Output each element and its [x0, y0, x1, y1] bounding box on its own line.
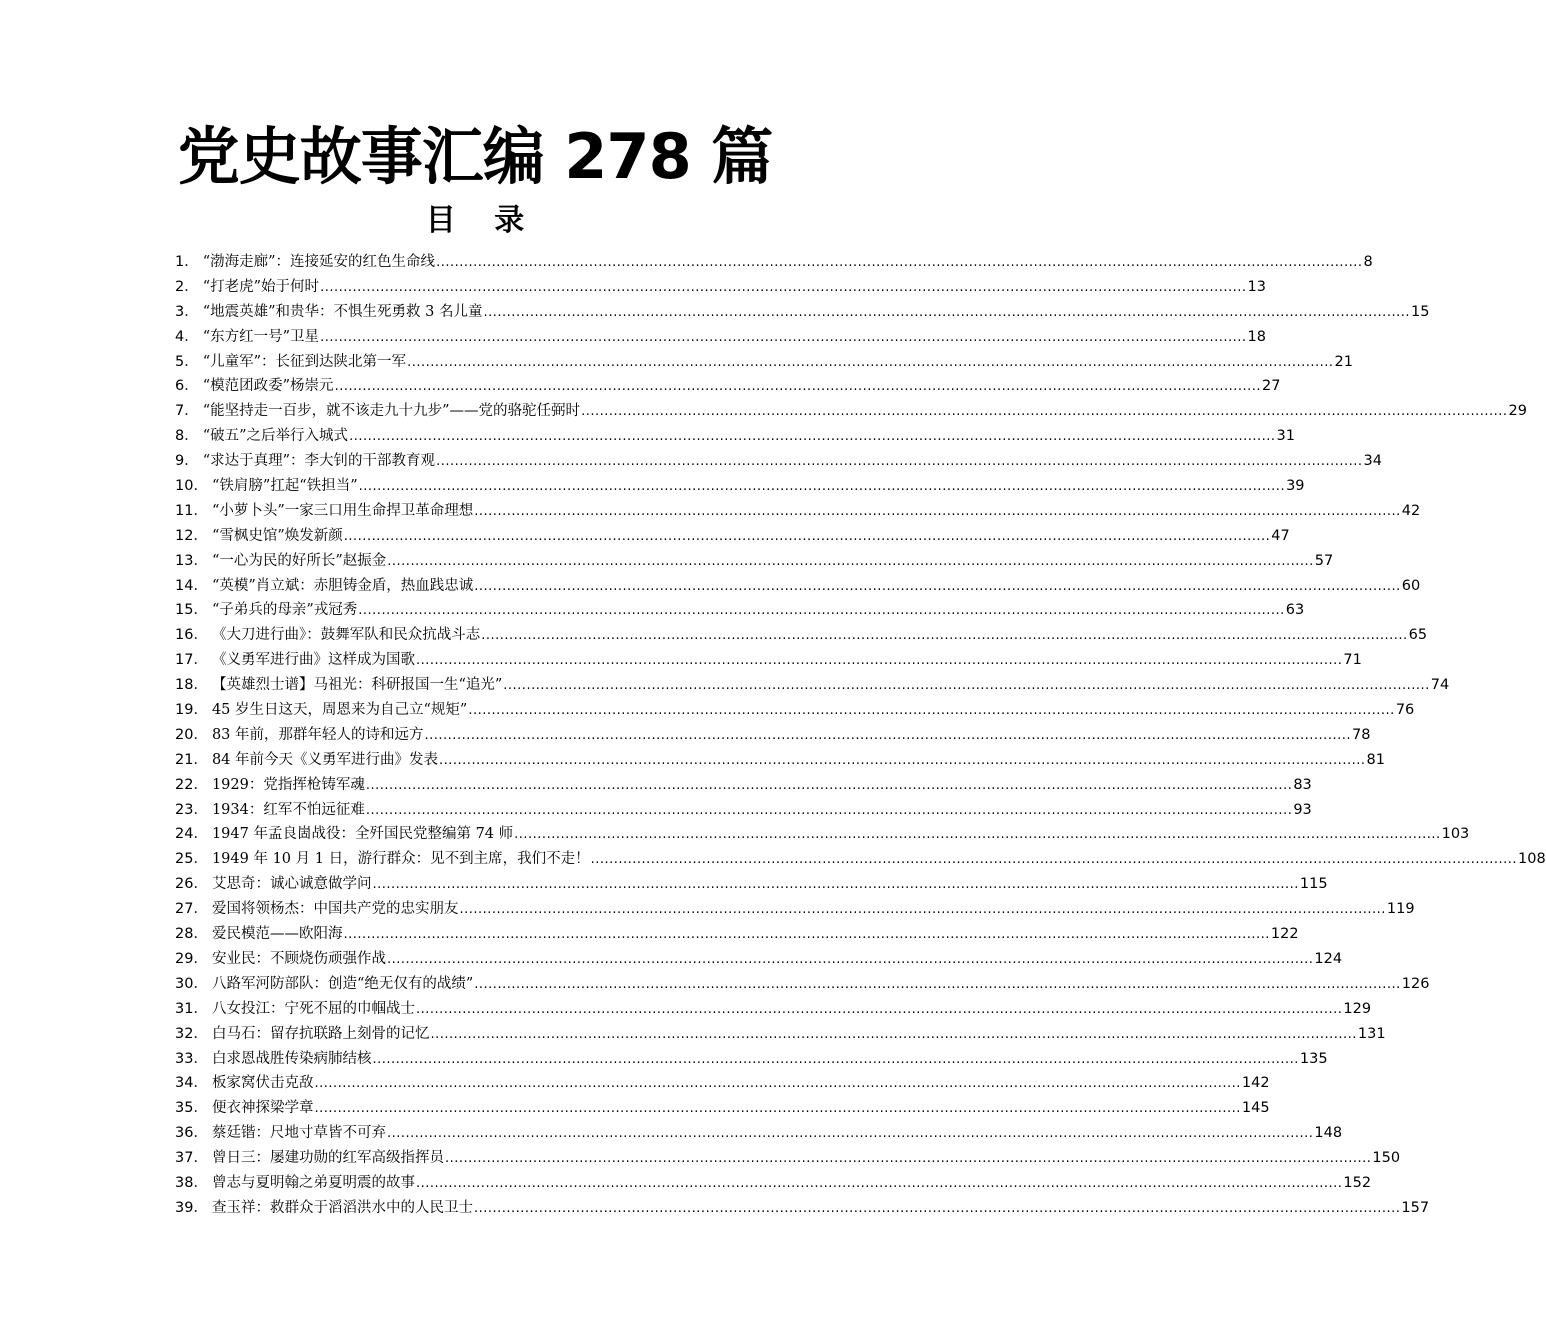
toc-entry-number: 6． [175, 378, 199, 395]
toc-entry[interactable] [175, 275, 1266, 300]
toc-entry-title: 艾思奇：诚心诚意做学问 [211, 876, 372, 893]
toc-entry-number: 20． [175, 726, 208, 743]
toc-entry-title: “小萝卜头”一家三口用生命捍卫革命理想 [211, 502, 474, 519]
toc-entry-title: 曾志与夏明翰之弟夏明震的故事 [211, 1174, 415, 1191]
toc-entry-number: 18． [175, 677, 208, 694]
toc-entry-title: “雪枫史馆”焕发新颜 [211, 527, 343, 544]
toc-entry[interactable] [175, 374, 1281, 399]
toc-entry-number: 10． [175, 478, 208, 495]
table-of-contents [175, 250, 1546, 1221]
toc-entry[interactable] [175, 748, 1385, 773]
toc-dot-leader [359, 475, 1285, 500]
toc-entry-page-number: 145 [1241, 1100, 1270, 1117]
toc-entry-title: “儿童军”：长征到达陕北第一军 [202, 353, 407, 370]
toc-entry-page-number: 78 [1351, 726, 1371, 743]
toc-entry[interactable] [175, 1096, 1270, 1121]
toc-entry-number: 16． [175, 627, 208, 644]
toc-entry-number: 15． [175, 602, 208, 619]
toc-dot-leader [481, 624, 1407, 649]
toc-entry[interactable] [175, 300, 1430, 325]
toc-entry-title: “渤海走廊”：连接延安的红色生命线 [202, 254, 436, 270]
toc-entry-number: 23． [175, 801, 208, 818]
toc-entry-page-number: 34 [1363, 453, 1382, 470]
toc-entry-title: 1929：党指挥枪铸军魂 [211, 776, 365, 793]
toc-entry-page-number: 152 [1343, 1174, 1372, 1191]
toc-dot-leader [416, 1172, 1342, 1197]
toc-dot-leader [407, 351, 1333, 376]
page-title: 党史故事汇编 278 篇 [177, 120, 773, 193]
toc-entry-page-number: 21 [1334, 353, 1353, 370]
toc-dot-leader [372, 873, 1298, 898]
toc-entry[interactable] [175, 1047, 1328, 1072]
toc-entry[interactable] [175, 250, 1373, 275]
toc-entry-number: 5． [175, 353, 199, 370]
toc-dot-leader [503, 674, 1429, 699]
toc-entry-title: 便衣神探梁学章 [211, 1100, 314, 1117]
toc-entry-title: “一心为民的好所长”赵振金 [211, 552, 387, 569]
toc-entry-number: 22． [175, 776, 208, 793]
toc-entry-number: 30． [175, 975, 208, 992]
toc-dot-leader [591, 848, 1517, 873]
toc-dot-leader [468, 699, 1394, 724]
toc-entry[interactable] [175, 350, 1353, 375]
toc-entry-title: “能坚持走一百步，就不该走九十九步”——党的骆驼任弼时 [202, 403, 581, 420]
toc-dot-leader [358, 599, 1284, 624]
toc-dot-leader [366, 774, 1292, 799]
toc-entry-page-number: 150 [1372, 1150, 1401, 1167]
toc-entry[interactable] [175, 673, 1450, 698]
toc-entry[interactable] [175, 399, 1527, 424]
toc-dot-leader [459, 898, 1385, 923]
toc-entry-title: 83 年前，那群年轻人的诗和远方 [211, 726, 424, 743]
toc-entry[interactable] [175, 1022, 1386, 1047]
toc-entry-page-number: 29 [1508, 403, 1527, 420]
toc-entry[interactable] [175, 325, 1266, 350]
toc-entry-page-number: 71 [1343, 652, 1362, 669]
toc-entry-page-number: 124 [1314, 950, 1343, 967]
toc-entry-page-number: 93 [1293, 801, 1312, 818]
toc-entry[interactable] [175, 698, 1415, 723]
toc-entry-page-number: 142 [1241, 1075, 1270, 1092]
toc-heading: 目 录 [425, 203, 539, 238]
toc-entry[interactable] [175, 474, 1305, 499]
toc-entry-page-number: 76 [1395, 702, 1415, 719]
toc-entry-number: 3． [175, 303, 199, 320]
toc-entry-page-number: 13 [1247, 278, 1266, 295]
toc-dot-leader [474, 575, 1400, 600]
toc-entry-title: “东方红一号”卫星 [202, 328, 320, 345]
toc-dot-leader [387, 1122, 1313, 1147]
toc-entry[interactable] [175, 972, 1430, 997]
toc-entry-number: 1． [175, 254, 199, 270]
toc-entry-number: 24． [175, 826, 208, 843]
toc-entry-title: 《义勇军进行曲》这样成为国歌 [211, 652, 415, 669]
toc-entry-title: 84 年前今天《义勇军进行曲》发表 [211, 751, 439, 768]
toc-dot-leader [320, 276, 1246, 301]
toc-entry[interactable] [175, 872, 1328, 897]
toc-entry-number: 36． [175, 1125, 208, 1142]
toc-entry[interactable] [175, 574, 1421, 599]
toc-entry-title: 查玉祥：救群众于滔滔洪水中的人民卫士 [211, 1199, 473, 1216]
toc-dot-leader [445, 1147, 1371, 1172]
toc-entry-title: 曾日三：屡建功勋的红军高级指挥员 [211, 1150, 444, 1167]
toc-entry-page-number: 129 [1343, 1000, 1372, 1017]
toc-entry-title: 1934：红军不怕远征难 [211, 801, 365, 818]
toc-entry-title: 蔡廷锴：尺地寸草皆不可弃 [211, 1125, 386, 1142]
toc-entry[interactable] [175, 1071, 1270, 1096]
toc-entry[interactable] [175, 449, 1382, 474]
toc-entry-page-number: 148 [1314, 1125, 1343, 1142]
toc-entry-title: “铁肩膀”扛起“铁担当” [211, 478, 358, 495]
toc-entry-page-number: 122 [1270, 926, 1299, 943]
toc-entry-number: 11． [175, 502, 208, 519]
toc-entry[interactable] [175, 524, 1290, 549]
toc-entry-number: 28． [175, 926, 208, 943]
toc-dot-leader [314, 1097, 1240, 1122]
toc-entry-number: 13． [175, 552, 208, 569]
toc-entry-page-number: 83 [1293, 776, 1312, 793]
toc-dot-leader [416, 998, 1342, 1023]
toc-entry-number: 32． [175, 1025, 208, 1042]
toc-entry-number: 19． [175, 702, 208, 719]
toc-dot-leader [436, 251, 1362, 276]
toc-entry[interactable] [175, 773, 1312, 798]
toc-entry-page-number: 126 [1401, 975, 1430, 992]
toc-entry-title: 八女投江：宁死不屈的巾帼战士 [211, 1000, 415, 1017]
toc-entry-number: 34． [175, 1075, 208, 1092]
toc-entry-number: 17． [175, 652, 208, 669]
toc-entry-title: 八路军河防部队：创造“绝无仅有的战绩” [211, 975, 474, 992]
toc-entry-page-number: 81 [1366, 751, 1385, 768]
toc-entry[interactable] [175, 897, 1415, 922]
toc-entry-title: 1949 年 10 月 1 日，游行群众：见不到主席，我们不走！ [211, 851, 590, 868]
toc-entry-page-number: 27 [1262, 378, 1281, 395]
toc-entry-title: 爱国将领杨杰：中国共产党的忠实朋友 [211, 901, 459, 918]
toc-entry-page-number: 57 [1314, 552, 1334, 569]
toc-dot-leader [343, 923, 1269, 948]
toc-entry-page-number: 103 [1441, 826, 1470, 843]
toc-entry-page-number: 74 [1430, 677, 1450, 694]
toc-entry-number: 12． [175, 527, 208, 544]
toc-entry-number: 39． [175, 1199, 208, 1216]
toc-entry-page-number: 60 [1401, 577, 1421, 594]
toc-entry[interactable] [175, 499, 1421, 524]
toc-entry[interactable] [175, 1171, 1372, 1196]
toc-entry-number: 29． [175, 950, 208, 967]
toc-entry-title: “求达于真理”：李大钊的干部教育观 [202, 453, 436, 470]
toc-entry-title: 1947 年孟良崮战役：全歼国民党整编第 74 师 [211, 826, 514, 843]
toc-entry-page-number: 157 [1401, 1199, 1430, 1216]
toc-entry-title: “模范团政委”杨崇元 [202, 378, 334, 395]
toc-entry[interactable] [175, 847, 1546, 872]
toc-entry-title: “打老虎”始于何时 [202, 278, 320, 295]
toc-entry-number: 33． [175, 1050, 208, 1067]
toc-entry-title: 白求恩战胜传染病肺结核 [211, 1050, 372, 1067]
toc-entry[interactable] [175, 798, 1312, 823]
toc-entry-number: 14． [175, 577, 208, 594]
toc-entry-page-number: 119 [1386, 901, 1415, 918]
toc-dot-leader [439, 749, 1365, 774]
toc-entry[interactable] [175, 1146, 1401, 1171]
toc-entry-page-number: 135 [1299, 1050, 1328, 1067]
toc-entry-page-number: 115 [1299, 876, 1328, 893]
toc-dot-leader [416, 649, 1342, 674]
toc-dot-leader [581, 400, 1507, 425]
toc-entry[interactable] [175, 549, 1334, 574]
toc-dot-leader [349, 425, 1275, 450]
toc-entry[interactable] [175, 424, 1295, 449]
toc-entry[interactable] [175, 822, 1470, 847]
toc-entry-title: “子弟兵的母亲”戎冠秀 [211, 602, 358, 619]
toc-dot-leader [387, 948, 1313, 973]
toc-entry-page-number: 18 [1247, 328, 1266, 345]
toc-dot-leader [474, 500, 1400, 525]
toc-entry-page-number: 31 [1276, 428, 1295, 445]
toc-entry-number: 26． [175, 876, 208, 893]
toc-entry-number: 21． [175, 751, 208, 768]
toc-entry-title: 【英雄烈士谱】马祖光：科研报国一生“追光” [211, 677, 503, 694]
toc-dot-leader [320, 326, 1246, 351]
toc-entry[interactable] [175, 1196, 1430, 1221]
toc-entry-number: 2． [175, 278, 199, 295]
toc-entry-page-number: 65 [1408, 627, 1428, 644]
toc-entry[interactable] [175, 723, 1371, 748]
toc-entry-number: 37． [175, 1150, 208, 1167]
toc-entry-title: 安业民：不顾烧伤顽强作战 [211, 950, 386, 967]
toc-dot-leader [314, 1072, 1240, 1097]
toc-entry-number: 4． [175, 328, 199, 345]
toc-entry[interactable] [175, 623, 1428, 648]
toc-dot-leader [430, 1023, 1356, 1048]
toc-dot-leader [372, 1048, 1298, 1073]
toc-dot-leader [474, 1197, 1400, 1222]
toc-entry-title: 《大刀进行曲》：鼓舞军队和民众抗战斗志 [211, 627, 481, 644]
toc-dot-leader [436, 450, 1362, 475]
toc-entry-page-number: 131 [1357, 1025, 1386, 1042]
toc-entry-number: 7． [175, 403, 199, 420]
toc-dot-leader [344, 525, 1270, 550]
toc-entry-title: “英模”肖立斌：赤胆铸金盾，热血践忠诚 [211, 577, 474, 594]
toc-entry-page-number: 63 [1285, 602, 1305, 619]
toc-entry-number: 9． [175, 453, 199, 470]
toc-entry-number: 38． [175, 1174, 208, 1191]
toc-entry[interactable] [175, 922, 1299, 947]
toc-entry-title: 45 岁生日这天，周恩来为自己立“规矩” [211, 702, 468, 719]
toc-dot-leader [474, 973, 1400, 998]
toc-entry-title: 板家窝伏击克敌 [211, 1075, 314, 1092]
toc-entry[interactable] [175, 598, 1305, 623]
toc-entry-number: 35． [175, 1100, 208, 1117]
toc-entry-page-number: 42 [1401, 502, 1421, 519]
toc-entry-page-number: 108 [1518, 851, 1546, 868]
toc-entry[interactable] [175, 947, 1343, 972]
toc-entry-page-number: 15 [1410, 303, 1430, 320]
toc-entry-number: 27． [175, 901, 208, 918]
toc-dot-leader [425, 724, 1351, 749]
toc-entry-page-number: 47 [1271, 527, 1290, 544]
toc-entry-page-number: 8 [1363, 254, 1373, 270]
toc-entry[interactable] [175, 1121, 1343, 1146]
toc-entry-title: “地震英雄”和贵华：不惧生死勇救 3 名儿童 [202, 303, 483, 320]
toc-dot-leader [335, 375, 1261, 400]
toc-dot-leader [514, 823, 1440, 848]
toc-entry-number: 25． [175, 851, 208, 868]
toc-entry-page-number: 39 [1286, 478, 1305, 495]
toc-entry-title: 白马石：留存抗联路上刻骨的记忆 [211, 1025, 430, 1042]
toc-entry-number: 8． [175, 428, 199, 445]
toc-entry[interactable] [175, 648, 1362, 673]
toc-dot-leader [366, 799, 1292, 824]
toc-entry[interactable] [175, 997, 1372, 1022]
toc-entry-title: “破五”之后举行入城式 [202, 428, 349, 445]
toc-dot-leader [387, 550, 1313, 575]
toc-entry-number: 31． [175, 1000, 208, 1017]
toc-entry-title: 爱民模范——欧阳海 [211, 926, 343, 943]
toc-dot-leader [484, 301, 1410, 326]
